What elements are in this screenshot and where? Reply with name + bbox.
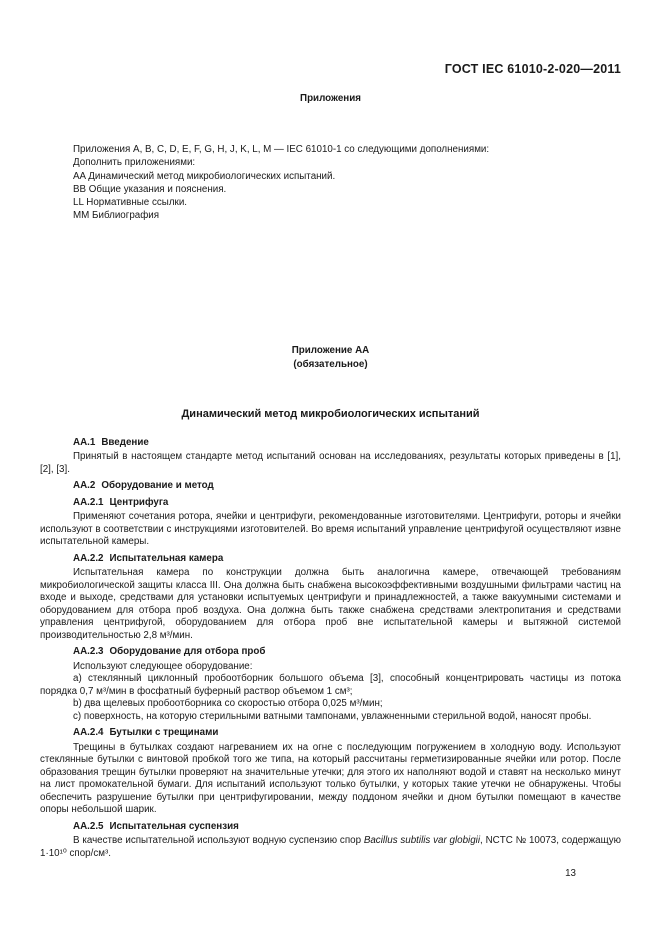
- section-heading-aa25: [40, 821, 621, 834]
- section-title: Испытательная суспензия: [109, 820, 239, 832]
- appendix-list-item: LL Нормативные ссылки.: [73, 197, 188, 209]
- appendix-list-item: BB Общие указания и пояснения.: [73, 183, 227, 195]
- section-title: Оборудование и метод: [101, 480, 214, 492]
- section-number: АА.2.1: [73, 496, 104, 508]
- paragraph-text: В качестве испытательной используют водную суспензию спор: [73, 835, 364, 847]
- list-item-b: b) два щелевых пробоотборника со скоростью отбора 0,025 м³/мин;: [73, 698, 383, 710]
- page-number: 13: [565, 868, 576, 880]
- annex-title: Динамический метод микробиологических испытаний: [181, 407, 480, 420]
- section-heading-aa21: [40, 497, 621, 510]
- paragraph-text: , NCTC № 10073, содержащую 1·10¹⁰ спор/см³.: [40, 835, 621, 859]
- section-number: АА.2.5: [73, 820, 104, 832]
- appendix-list-item: AA Динамический метод микробиологических испытаний.: [73, 170, 336, 182]
- list-item-a: a) стеклянный циклонный пробоотборник большого объема [3], способный концентрировать частицы из потока порядка 0,7 м³/мин в фосфатный буферный раствор объемом 1 см³;: [40, 673, 621, 697]
- doc-code-header: ГОСТ IEC 61010-2-020—2011: [444, 62, 621, 76]
- species-name-italic: Bacillus subtilis var globigii: [363, 835, 481, 847]
- section-heading-aa2: [40, 480, 621, 493]
- paragraph-aa23-intro: Используют следующее оборудование:: [73, 660, 253, 672]
- annex-obligation: (обязательное): [293, 358, 368, 370]
- appendices-title: Приложения: [300, 93, 361, 104]
- section-heading-aa22: [40, 553, 621, 566]
- annex-label: Приложение АА: [291, 345, 370, 357]
- paragraph-aa25: [40, 835, 621, 860]
- section-title: Бутылки с трещинами: [109, 727, 219, 739]
- section-title: Введение: [101, 436, 149, 448]
- section-title: Испытательная камера: [109, 552, 224, 564]
- section-number: АА.2.4: [73, 727, 104, 739]
- section-title: Оборудование для отбора проб: [109, 646, 266, 658]
- paragraph-aa22: Испытательная камера по конструкции должна быть аналогична камере, отвечающей требованиям микробиологической защиты класса III. Она должна быть снабжена высокоэффективными воздушными фильтрами частиц на входе и выходе, средствами для установки испытуемых центрифуги и принадлежностей, а также вакуумными системами и оборудованием для отбора проб воздуха. Она должна быть также снабжена средствами электропитания и средствами управления центрифугой, оборудованием для отбора проб вне испытательной камеры и вытяжной системой производительностью 2,8 м³/мин.: [40, 567, 621, 641]
- section-number: АА.1: [73, 436, 96, 448]
- appendix-list-item: Приложения A, B, C, D, E, F, G, H, J, K, L, M — IEC 61010-1 со следующими дополнениями:: [73, 144, 490, 156]
- appendix-list: [40, 143, 621, 222]
- section-number: АА.2.3: [73, 646, 104, 658]
- section-heading-aa24: [40, 727, 621, 740]
- section-number: АА.2: [73, 480, 96, 492]
- appendix-list-item: MM Библиография: [73, 210, 160, 222]
- appendix-list-item: Дополнить приложениями:: [73, 157, 196, 169]
- section-heading-aa23: [40, 646, 621, 659]
- paragraph-aa24: Трещины в бутылках создают нагреванием их на огне с последующим погружением в холодную воду. Используют стеклянные бутылки с винтовой пробкой того же типа, на который рассчитаны герметизированные ячейки или ротор. После образования трещин бутылки проверяют на значительные утечки; для этого их наполняют водой и ставят на несколько минут на лист промокательной бумаги. Для испытаний используют только бутылки, у которых такие утечки не обнаружены. Чтобы обеспечить разрушение бутылки при центрифугировании, между поддоном ячейки и дном бутылки помещают в качестве опоры небольшой шарик.: [40, 741, 621, 816]
- paragraph-aa21: Применяют сочетания ротора, ячейки и центрифуги, рекомендованные изготовителями. Центрифуги, роторы и ячейки используют в соответствии с инструкциями изготовителей. Во время испытаний управление центрифугой осуществляют извне испытательной камеры.: [40, 511, 621, 548]
- section-number: АА.2.2: [73, 552, 104, 564]
- list-item-c: c) поверхность, на которую стерильными ватными тампонами, увлажненными стерильной водой, наносят пробы.: [73, 710, 592, 722]
- section-title: Центрифуга: [109, 496, 169, 508]
- section-heading-aa1: [40, 437, 621, 450]
- paragraph-aa1: Принятый в настоящем стандарте метод испытаний основан на исследованиях, результаты которых приведены в [1], [2], [3].: [40, 451, 621, 475]
